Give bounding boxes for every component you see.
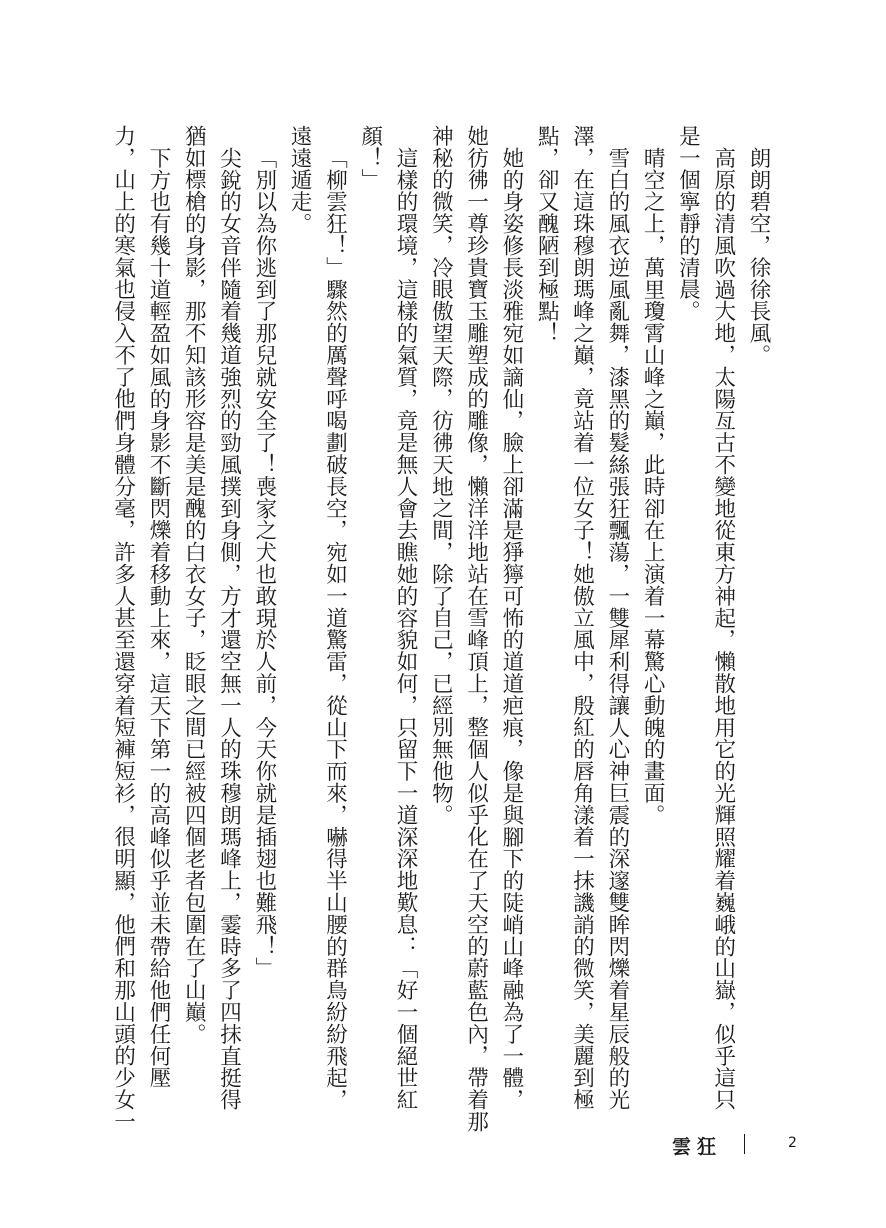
text-line: 雪白的風衣逆風亂舞，漆黑的髮絲張狂飄蕩，一雙犀利得讓人心神巨震的深邃雙眸閃爍着星辰般的光 xyxy=(604,146,630,1111)
text-line: 下方也有幾十道輕盈如風的身影不斷閃爍着移動上來，這天下第一的高峰似乎並未帶給他們任何壓 xyxy=(145,146,171,1089)
text-line: 朗朗碧空，徐徐長風。 xyxy=(746,146,771,366)
text-line: 遠遠遁走。 xyxy=(287,125,313,235)
text-line: 點，卻又醜陋到極點！ xyxy=(534,125,560,344)
text-line: 顏！」 xyxy=(357,125,383,191)
footer-divider xyxy=(744,1134,745,1154)
text-line: 是一個寧靜的清晨。 xyxy=(675,125,701,323)
body-text xyxy=(110,125,776,1133)
text-line: 神秘的微笑，冷眼傲望天際，彷彿天地之間，除了自己，已經別無他物。 xyxy=(428,125,454,826)
text-line: 高原的清風吹過大地，太陽亙古不變地從東方神起，懶散地用它的光輝照耀着巍峨的山嶽，似乎這只 xyxy=(710,146,736,1111)
text-line: 尖銳的女音伴隨着幾道強烈的勁風撲到身側，方才還空無一人的珠穆朗瑪峰上，霎時多了四抹直挺得 xyxy=(216,146,242,1111)
text-line: 她的身姿修長淡雅宛如謫仙，臉上卻滿是猙獰可怖的道道疤痕，像是與腳下的陡峭山峰融為了一體， xyxy=(498,146,524,1111)
text-line: 「別以為你逃到了那兒就安全了！喪家之犬也敢現於人前，今天你就是插翅也難飛！」 xyxy=(251,146,277,979)
text-line: 「柳雲狂！」驟然的厲聲呼喝劃破長空，宛如一道驚雷，從山下而來，嚇得半山腰的群鳥紛紛飛起， xyxy=(322,146,348,1111)
footer-book-title: 雲狂 xyxy=(672,1136,723,1158)
text-line: 這樣的環境，這樣的氣質，竟是無人會去瞧她的容貌如何，只留下一道深深地歎息：「好一個絕世紅 xyxy=(393,146,419,1111)
text-line: 晴空之上，萬里瓊霄山峰之巔，此時卻在上演着一幕驚心動魄的畫面。 xyxy=(640,146,666,826)
page-number: 2 xyxy=(788,1135,797,1151)
text-line: 力，山上的寒氣也侵入不了他們身體分毫，許多人甚至還穿着短褲短衫，很明顯，他們和那山頭的少女一 xyxy=(110,125,136,1133)
text-line: 澤，在這珠穆朗瑪峰之巔，竟站着一位女子！她傲立風中，殷紅的唇角漾着一抹譏誚的微笑，美麗到極 xyxy=(569,125,595,1111)
text-line: 她彷彿一尊珍貴寶玉雕塑成的雕像，懶洋洋地站在雪峰頂上，整個人似乎化在了天空的蔚藍色內，帶着那 xyxy=(463,125,489,1133)
page-footer xyxy=(0,1132,886,1162)
text-line: 猶如標槍的身影，那不知該形容是美是醜的白衣女子，眨眼之間已經被四個老者包圍在了山巔。 xyxy=(181,125,207,1045)
